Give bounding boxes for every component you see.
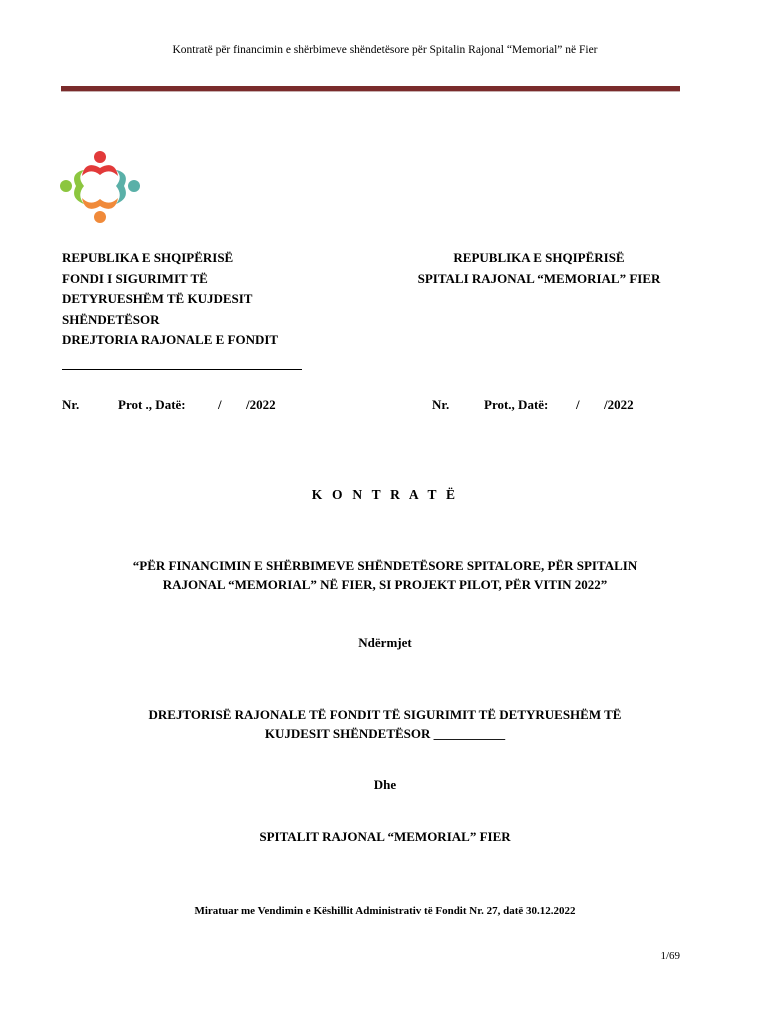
left-party-line-2: FONDI I SIGURIMIT TË xyxy=(62,270,208,286)
right-party-line-1: REPUBLIKA E SHQIPËRISË xyxy=(453,250,625,265)
contract-subject-line-2: RAJONAL “MEMORIAL” NË FIER, SI PROJEKT PILOT, PËR VITIN 2022” xyxy=(162,577,608,592)
and-label: Dhe xyxy=(373,777,397,792)
logo-head-orange xyxy=(94,211,106,223)
second-party: SPITALIT RAJONAL “MEMORIAL” FIER xyxy=(259,829,511,844)
contract-subject-line-1: “PËR FINANCIMIN E SHËRBIMEVE SHËNDETËSORE SPITALORE, PËR SPITALIN xyxy=(132,558,638,573)
left-party-heading xyxy=(62,248,278,351)
left-date-slash: / xyxy=(218,397,222,412)
between-label: Ndërmjet xyxy=(358,635,412,650)
first-party-line-1: DREJTORISË RAJONALE TË FONDIT TË SIGURIMIT TË DETYRUESHËM TË xyxy=(148,707,622,722)
header-rule xyxy=(61,86,680,92)
right-nr-label: Nr. xyxy=(432,397,450,412)
page-number: 1/69 xyxy=(660,950,680,962)
right-year: /2022 xyxy=(604,397,634,412)
running-header: Kontratë për financimin e shërbimeve shëndetësore për Spitalin Rajonal “Memorial” në Fier xyxy=(172,44,598,56)
left-party-line-4: SHËNDETËSOR xyxy=(62,311,160,327)
first-party xyxy=(0,705,770,743)
approval-note: Miratuar me Vendimin e Këshillit Administrativ të Fondit Nr. 27, datë 30.12.2022 xyxy=(194,905,576,917)
logo-head-green xyxy=(60,180,72,192)
right-date-slash: / xyxy=(576,397,580,412)
contract-title: K O N T R A T Ë xyxy=(311,487,459,502)
right-party-heading xyxy=(380,248,698,289)
left-party-line-5: DREJTORIA RAJONALE E FONDIT xyxy=(62,332,279,347)
left-year: /2022 xyxy=(246,397,276,412)
logo-head-red xyxy=(94,151,106,163)
left-party-line-3: DETYRUESHËM TË KUJDESIT xyxy=(62,291,253,306)
logo-head-teal xyxy=(128,180,140,192)
contract-subject xyxy=(0,556,770,594)
right-prot-label: Prot., Datë: xyxy=(484,397,549,412)
signature-underline xyxy=(62,369,302,370)
right-party-line-2: SPITALI RAJONAL “MEMORIAL” FIER xyxy=(417,270,661,286)
logo-body-orange xyxy=(82,198,118,209)
left-nr-label: Nr. xyxy=(62,397,80,412)
first-party-line-2: KUJDESIT SHËNDETËSOR ___________ xyxy=(264,726,506,741)
left-prot-label: Prot ., Datë: xyxy=(118,397,186,412)
left-party-line-1: REPUBLIKA E SHQIPËRISË xyxy=(62,250,234,265)
logo-body-red xyxy=(82,165,118,176)
people-circle-logo-icon xyxy=(58,148,142,228)
